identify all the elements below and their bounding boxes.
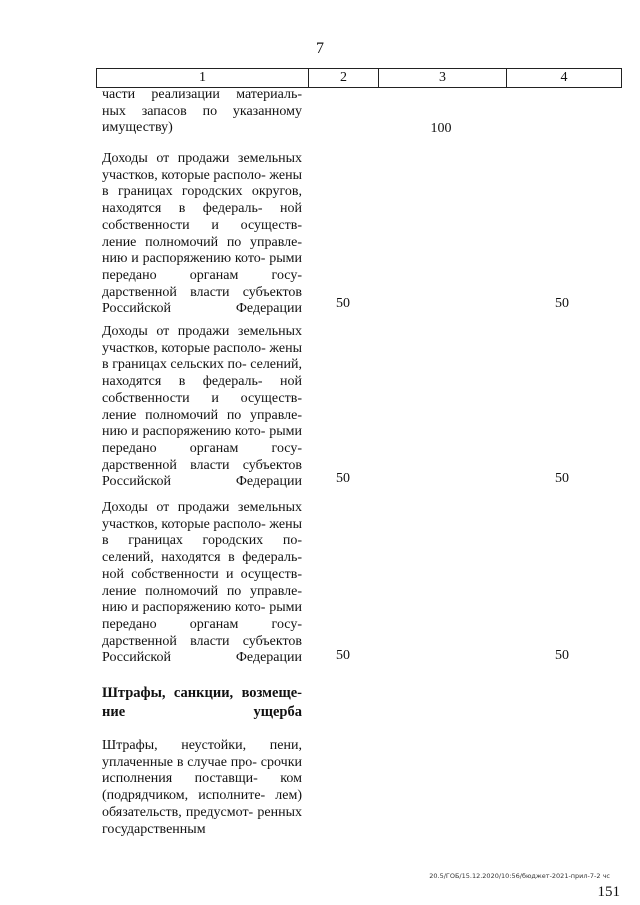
row-text-rural-settlements: Доходы от продажи земельных участков, которые располо- жены в границах сельских по- селений, находятся в федераль- ной собственности и осуществ- ление полномочий по управле- нию и распоряжению кото- рыми передано органам госу- дарственной власти субъектов Российской Федерации (102, 324, 302, 490)
bottom-page-number: 151 (597, 884, 620, 900)
row-text-continuation: части реализации материаль- ных запасов по указанному имуществу) (102, 87, 302, 136)
row-text-urban-districts: Доходы от продажи земельных участков, которые располо- жены в границах городских округов, находятся в федераль- ной собственности и осуществ- ление полномочий по управле- нию и распоряжению кото- рыми передано органам госу- дарственной власти субъектов Российской Федерации (102, 151, 302, 317)
row-text-urban-settlements: Доходы от продажи земельных участков, которые располо- жены в границах городских по- селений, находятся в федераль- ной собственности и осуществ- ление полномочий по управле- нию и распоряжению кото- рыми передано органам госу- дарственной власти субъектов Российской Федерации (102, 500, 302, 666)
page-number: 7 (316, 40, 324, 57)
header-col-2: 2 (309, 69, 379, 87)
row-3-col2: 50 (336, 648, 350, 663)
row-1-col4: 50 (555, 296, 569, 311)
row-3-col4: 50 (555, 648, 569, 663)
table-header (96, 68, 622, 88)
row-text-penalties: Штрафы, неустойки, пени, уплаченные в случае про- срочки исполнения поставщи- ком (подрядчиком, исполните- лем) обязательств, предусмот- ренных государственным (102, 738, 302, 837)
header-col-3: 3 (379, 69, 507, 87)
footer-file-code: 20.5/ГОБ/15.12.2020/10:56/бюджет-2021-прил-7-2 чс (429, 872, 610, 880)
row-2-col4: 50 (555, 471, 569, 486)
header-col-4: 4 (560, 70, 568, 85)
row-2-col2: 50 (336, 471, 350, 486)
header-col-1: 1 (97, 69, 309, 87)
section-heading: Штрафы, санкции, возмеще- ние ущерба (102, 685, 302, 720)
row-1-col2: 50 (336, 296, 350, 311)
row-0-col3: 100 (430, 121, 452, 136)
